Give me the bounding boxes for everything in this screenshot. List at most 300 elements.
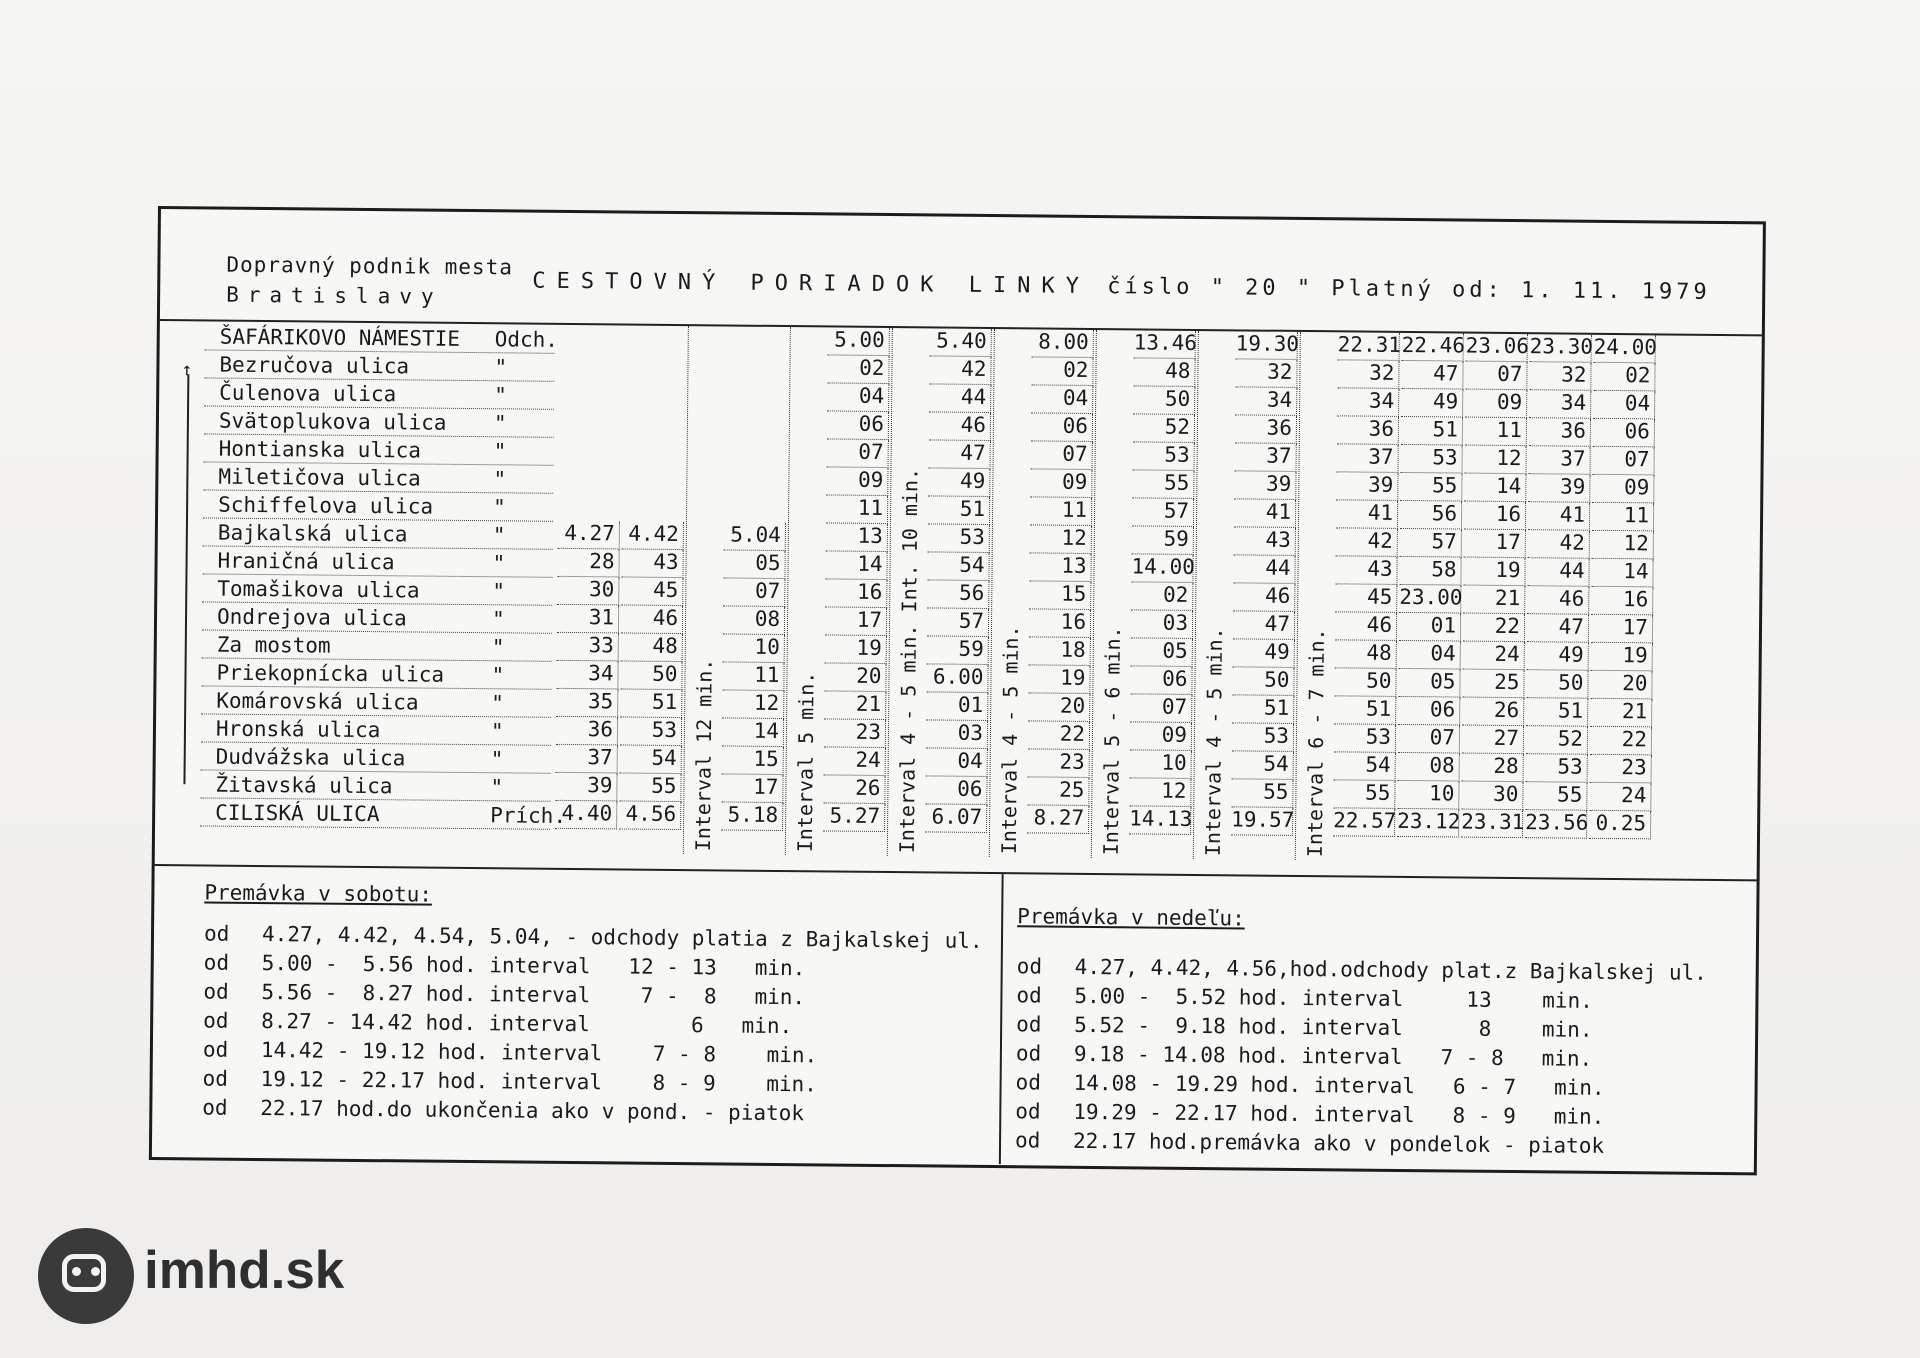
note-line: [1015, 1128, 1604, 1158]
departure-time: 17: [825, 607, 887, 636]
departure-time: 11: [722, 662, 784, 691]
note-od: od: [1016, 1012, 1042, 1037]
note-line: [204, 950, 806, 980]
stop-row: [202, 573, 552, 605]
stop-row: [204, 349, 554, 381]
stop-row: [204, 405, 554, 437]
departure-time: 4.27: [558, 521, 620, 550]
stop-mark: ": [493, 439, 507, 464]
stop-row: [200, 769, 550, 801]
departure-time: 48: [621, 633, 683, 662]
stop-name: Bajkalská ulica: [217, 520, 408, 547]
departure-time: 55: [1231, 779, 1293, 808]
stop-mark: ": [491, 691, 505, 716]
timetable-frame: [149, 206, 1766, 1175]
note-text: 14.08 - 19.29 hod. interval 6 - 7 min.: [1073, 1070, 1605, 1100]
departure-time: 41: [1528, 502, 1590, 531]
departure-time: 24: [1589, 783, 1651, 812]
departure-time: 14: [1591, 559, 1653, 588]
departure-time: 23.12: [1397, 809, 1459, 838]
stop-name: Tomašikova ulica: [217, 576, 420, 603]
note-line: [204, 921, 983, 952]
departure-time: 51: [1232, 695, 1294, 724]
departure-time: 24.00: [1594, 335, 1656, 364]
departure-time: 05: [723, 550, 785, 579]
interval-label: Interval 5 min.: [792, 671, 819, 853]
stop-mark: ": [492, 523, 506, 548]
departure-time: 4.40: [555, 801, 617, 830]
note-od: od: [203, 921, 230, 946]
departure-time: 51: [928, 496, 990, 525]
departure-time: 07: [827, 439, 889, 468]
saturday-title: Premávka v sobotu:: [204, 880, 433, 907]
note-text: 5.00 - 5.56 hod. interval 12 - 13 min.: [261, 951, 806, 981]
interval-separator: [785, 327, 791, 855]
stop-name: Čulenova ulica: [219, 380, 397, 407]
departure-time: 46: [1233, 583, 1295, 612]
stop-row: [200, 797, 567, 829]
weekend-notes: [152, 864, 1757, 1174]
note-od: od: [202, 1095, 228, 1120]
stop-row: [203, 517, 553, 549]
stop-mark: ": [494, 355, 508, 380]
departure-time: 13: [826, 523, 888, 552]
departure-time: 49: [1527, 642, 1589, 671]
departure-time: 23.06: [1466, 334, 1528, 363]
stop-mark: ": [493, 411, 507, 436]
departure-time: 19: [1463, 558, 1525, 587]
departure-time: 07: [1031, 441, 1093, 470]
stop-mark: ": [491, 607, 505, 632]
departure-time: 49: [928, 468, 990, 497]
departure-time: 57: [927, 608, 989, 637]
departure-time: 53: [1232, 723, 1294, 752]
departure-time: 5.00: [828, 327, 890, 356]
departure-time: 14: [825, 551, 887, 580]
departure-time: 4.42: [622, 521, 684, 550]
note-line: [203, 979, 805, 1009]
note-od: od: [1016, 983, 1042, 1008]
departure-time: 20: [1028, 693, 1090, 722]
departure-time: 13: [1029, 553, 1091, 582]
departure-time: 02: [827, 355, 889, 384]
departure-time: 01: [1399, 613, 1461, 642]
stop-row: [202, 601, 552, 633]
stop-name: Žitavská ulica: [215, 772, 393, 799]
departure-time: 23.00: [1399, 585, 1461, 614]
departure-time: 0.25: [1589, 811, 1651, 840]
departure-time: 37: [1235, 443, 1297, 472]
note-text: 4.27, 4.42, 4.54, 5.04, - odchody platia z Bajkalskej ul.: [261, 922, 983, 953]
departure-time: 5.18: [721, 802, 783, 831]
stop-name: Hraničná ulica: [217, 548, 395, 575]
departure-grid: [200, 321, 1740, 881]
departure-time: 42: [1336, 528, 1398, 557]
departure-time: 12: [1592, 531, 1654, 560]
departure-time: 43: [1335, 556, 1397, 585]
stop-row: [203, 489, 553, 521]
departure-time: 51: [1334, 696, 1396, 725]
stop-name: Hronská ulica: [215, 716, 381, 743]
departure-time: 04: [1593, 391, 1655, 420]
bus-wheel-right: [91, 1267, 100, 1276]
note-text: 5.56 - 8.27 hod. interval 7 - 8 min.: [261, 980, 806, 1010]
departure-time: 44: [1527, 558, 1589, 587]
departure-time: 54: [620, 745, 682, 774]
departure-time: 43: [621, 549, 683, 578]
departure-time: 10: [1397, 781, 1459, 810]
interval-label: Interval 4 - 5 min.: [996, 625, 1024, 855]
departure-time: 46: [621, 605, 683, 634]
note-od: od: [1015, 1041, 1042, 1066]
departure-time: 34: [1235, 387, 1297, 416]
departure-time: 09: [1030, 469, 1092, 498]
departure-time: 11: [826, 495, 888, 524]
departure-time: 23: [1028, 749, 1090, 778]
departure-time: 53: [1526, 754, 1588, 783]
note-od: od: [1016, 954, 1043, 979]
stop-mark: ": [490, 775, 504, 800]
departure-time: 55: [1333, 780, 1395, 809]
departure-time: 54: [927, 552, 989, 581]
stop-name: Schiffelova ulica: [218, 492, 434, 519]
departure-time: 50: [1334, 668, 1396, 697]
stop-name: Hontianska ulica: [218, 436, 422, 463]
note-text: 4.27, 4.42, 4.56,hod.odchody plat.z Bajkalskej ul.: [1074, 954, 1707, 985]
note-text: 9.18 - 14.08 hod. interval 7 - 8 min.: [1073, 1041, 1593, 1071]
direction-arrow-line: [183, 374, 189, 784]
departure-time: 14.13: [1129, 806, 1191, 835]
note-text: 22.17 hod.premávka ako v pondelok - piatok: [1072, 1128, 1605, 1158]
departure-time: 57: [1132, 498, 1194, 527]
note-text: 8.27 - 14.42 hod. interval 6 min.: [261, 1009, 793, 1039]
departure-time: 14: [722, 718, 784, 747]
stop-row: [201, 657, 551, 689]
departure-time: 02: [1131, 582, 1193, 611]
departure-time: 07: [1465, 362, 1527, 391]
stop-mark: Odch.: [494, 327, 559, 352]
note-line: [203, 1066, 817, 1096]
note-od: od: [203, 950, 230, 975]
stop-row: [202, 545, 552, 577]
imhd-logo[interactable]: [38, 1228, 134, 1324]
note-od: od: [203, 1008, 229, 1033]
departure-time: 06: [1398, 697, 1460, 726]
departure-time: 43: [1234, 527, 1296, 556]
departure-time: 50: [1133, 386, 1195, 415]
departure-time: 07: [1398, 725, 1460, 754]
departure-time: 23.30: [1530, 334, 1592, 363]
departure-time: 15: [1029, 581, 1091, 610]
departure-time: 11: [1030, 497, 1092, 526]
departure-time: 12: [1030, 525, 1092, 554]
departure-time: 10: [1130, 750, 1192, 779]
interval-label: Interval 6 - 7 min.: [1302, 628, 1329, 858]
stop-mark: ": [491, 635, 505, 660]
note-text: 19.12 - 22.17 hod. interval 8 - 9 min.: [260, 1067, 818, 1097]
note-line: [1015, 1099, 1604, 1129]
note-text: 14.42 - 19.12 hod. interval 7 - 8 min.: [260, 1038, 818, 1068]
departure-time: 25: [1027, 777, 1089, 806]
departure-time: 35: [556, 689, 618, 718]
note-line: [203, 1037, 817, 1067]
departure-time: 37: [1336, 444, 1398, 473]
departure-time: 50: [1526, 670, 1588, 699]
company-line-2: Bratislavy: [226, 282, 443, 309]
departure-time: 25: [1462, 670, 1524, 699]
note-od: od: [202, 1066, 229, 1091]
stop-mark: ": [491, 663, 505, 688]
departure-time: 55: [1132, 470, 1194, 499]
departure-time: 30: [1461, 782, 1523, 811]
departure-time: 4.56: [619, 801, 681, 830]
departure-time: 34: [556, 661, 618, 690]
note-text: 5.00 - 5.52 hod. interval 13 min.: [1074, 983, 1593, 1013]
departure-time: 44: [1233, 555, 1295, 584]
departure-time: 21: [824, 691, 886, 720]
departure-time: 07: [723, 578, 785, 607]
departure-time: 48: [1335, 640, 1397, 669]
departure-time: 28: [557, 549, 619, 578]
note-line: [202, 1095, 804, 1125]
departure-time: 16: [1029, 609, 1091, 638]
departure-time: 41: [1336, 500, 1398, 529]
departure-time: 37: [1528, 446, 1590, 475]
direction-arrow-head: ↑: [181, 359, 193, 381]
departure-time: 09: [826, 467, 888, 496]
departure-time: 19: [1591, 643, 1653, 672]
departure-time: 06: [827, 411, 889, 440]
departure-time: 22.31: [1338, 332, 1400, 361]
departure-time: 04: [827, 383, 889, 412]
departure-time: 53: [1133, 442, 1195, 471]
departure-time: 5.27: [823, 803, 885, 832]
departure-time: 6.07: [925, 804, 987, 833]
departure-time: 55: [619, 773, 681, 802]
departure-time: 12: [1129, 778, 1191, 807]
departure-time: 19: [1028, 665, 1090, 694]
departure-time: 59: [1132, 526, 1194, 555]
note-line: [1017, 954, 1707, 985]
departure-time: 22: [1028, 721, 1090, 750]
stop-name: Za mostom: [216, 632, 331, 658]
interval-label: Interval 5 - 6 min.: [1098, 626, 1126, 856]
departure-time: 56: [1400, 501, 1462, 530]
stop-name: Bezručova ulica: [219, 352, 410, 379]
departure-time: 41: [1234, 499, 1296, 528]
departure-time: 51: [1526, 698, 1588, 727]
departure-time: 53: [1400, 445, 1462, 474]
stop-mark: ": [493, 495, 506, 520]
departure-time: 22.57: [1333, 808, 1395, 837]
departure-time: 10: [723, 634, 785, 663]
stop-row: [205, 321, 559, 353]
departure-time: 17: [1591, 615, 1653, 644]
departure-time: 47: [1527, 614, 1589, 643]
departure-time: 46: [1527, 586, 1589, 615]
stop-row: [201, 713, 551, 745]
departure-time: 05: [1398, 669, 1460, 698]
departure-time: 21: [1590, 699, 1652, 728]
departure-time: 33: [557, 633, 619, 662]
departure-time: 6.00: [926, 664, 988, 693]
departure-time: 08: [723, 606, 785, 635]
departure-time: 45: [621, 577, 683, 606]
departure-time: 54: [1232, 751, 1294, 780]
stop-name: Priekopnícka ulica: [216, 660, 445, 687]
departure-time: 36: [556, 717, 618, 746]
departure-time: 01: [926, 692, 988, 721]
departure-time: 34: [1529, 390, 1591, 419]
departure-time: 19.30: [1236, 331, 1298, 360]
departure-time: 53: [620, 717, 682, 746]
departure-time: 5.04: [724, 522, 786, 551]
departure-time: 26: [823, 775, 885, 804]
timetable-header: [160, 209, 1763, 336]
note-od: od: [1014, 1128, 1041, 1153]
note-od: od: [202, 1037, 229, 1062]
title-line-validity: číslo " 20 " Platný od: 1. 11. 1979: [1107, 274, 1711, 305]
departure-time: 02: [1593, 363, 1655, 392]
departure-time: 11: [1592, 503, 1654, 532]
departure-time: 39: [1336, 472, 1398, 501]
departure-time: 50: [1232, 667, 1294, 696]
departure-time: 06: [1130, 666, 1192, 695]
departure-time: 16: [1591, 587, 1653, 616]
departure-time: 09: [1592, 475, 1654, 504]
departure-time: 46: [929, 412, 991, 441]
departure-time: 57: [1400, 529, 1462, 558]
departure-time: 23.56: [1525, 810, 1587, 839]
stop-row: [201, 685, 551, 717]
departure-time: 36: [1235, 415, 1297, 444]
departure-time: 34: [1337, 388, 1399, 417]
departure-time: 23.31: [1461, 810, 1523, 839]
departure-time: 32: [1235, 359, 1297, 388]
stop-name: ŠAFÁRIKOVO NÁMESTIE: [219, 324, 461, 351]
departure-time: 17: [1464, 530, 1526, 559]
departure-time: 06: [1031, 413, 1093, 442]
departure-time: 02: [1031, 357, 1093, 386]
departure-time: 27: [1462, 726, 1524, 755]
departure-time: 06: [925, 776, 987, 805]
departure-time: 16: [825, 579, 887, 608]
departure-time: 51: [620, 689, 682, 718]
departure-time: 31: [557, 605, 619, 634]
departure-time: 55: [1400, 473, 1462, 502]
departure-time: 50: [620, 661, 682, 690]
interval-separator: [683, 326, 689, 854]
departure-time: 03: [926, 720, 988, 749]
departure-time: 52: [1133, 414, 1195, 443]
departure-time: 39: [1528, 474, 1590, 503]
note-line: [203, 1008, 792, 1038]
stop-name: Miletičova ulica: [218, 464, 421, 491]
stop-name: Ondrejova ulica: [216, 604, 407, 631]
interval-label: Interval 12 min.: [690, 658, 717, 852]
departure-time: 32: [1337, 360, 1399, 389]
note-line: [1016, 983, 1593, 1013]
departure-time: 32: [1529, 362, 1591, 391]
departure-time: 37: [556, 745, 618, 774]
note-text: 22.17 hod.do ukončenia ako v pond. - piatok: [260, 1096, 805, 1126]
departure-time: 51: [1401, 417, 1463, 446]
departure-time: 14: [1464, 474, 1526, 503]
departure-time: 05: [1131, 638, 1193, 667]
departure-time: 07: [1592, 447, 1654, 476]
company-name: [226, 250, 513, 313]
departure-time: 06: [1593, 419, 1655, 448]
company-line-1: Dopravný podnik mesta: [226, 252, 514, 280]
departure-time: 8.00: [1032, 329, 1094, 358]
stop-mark: Prích.: [490, 803, 567, 828]
departure-time: 20: [1590, 671, 1652, 700]
departure-time: 13.46: [1134, 330, 1196, 359]
note-line: [1016, 1070, 1605, 1100]
departure-time: 42: [929, 356, 991, 385]
note-line: [1016, 1012, 1593, 1042]
interval-label: Interval 4 - 5 min.: [1200, 627, 1228, 857]
departure-time: 19: [825, 635, 887, 664]
departure-time: 21: [1463, 586, 1525, 615]
departure-time: 36: [1529, 418, 1591, 447]
stop-name: Komárovská ulica: [216, 688, 419, 715]
note-text: 19.29 - 22.17 hod. interval 8 - 9 min.: [1073, 1099, 1605, 1129]
brand-name[interactable]: imhd.sk: [144, 1241, 345, 1300]
departure-time: 24: [824, 747, 886, 776]
departure-time: 24: [1463, 642, 1525, 671]
departure-time: 49: [1233, 639, 1295, 668]
departure-time: 28: [1462, 754, 1524, 783]
departure-time: 46: [1335, 612, 1397, 641]
departure-time: 15: [722, 746, 784, 775]
departure-time: 04: [1399, 641, 1461, 670]
departure-time: 56: [927, 580, 989, 609]
stop-row: [202, 629, 552, 661]
note-od: od: [1015, 1099, 1041, 1124]
departure-time: 11: [1465, 418, 1527, 447]
departure-time: 48: [1133, 358, 1195, 387]
departure-time: 47: [1401, 361, 1463, 390]
departure-time: 49: [1401, 389, 1463, 418]
departure-time: 44: [929, 384, 991, 413]
departure-time: 07: [1130, 694, 1192, 723]
departure-time: 54: [1334, 752, 1396, 781]
departure-time: 03: [1131, 610, 1193, 639]
departure-time: 39: [1234, 471, 1296, 500]
departure-time: 19.57: [1231, 807, 1293, 836]
departure-time: 5.40: [930, 328, 992, 357]
departure-time: 47: [1233, 611, 1295, 640]
stop-mark: ": [493, 467, 507, 492]
stop-name: Svätoplukova ulica: [218, 408, 447, 435]
departure-time: 30: [557, 577, 619, 606]
note-od: od: [203, 979, 229, 1004]
timetable-title: [532, 269, 1711, 305]
departure-time: 12: [722, 690, 784, 719]
note-line: [1016, 1041, 1593, 1071]
departure-time: 52: [1526, 726, 1588, 755]
departure-time: 47: [929, 440, 991, 469]
stop-name: CILISKÁ ULICA: [215, 800, 380, 827]
departure-time: 23: [1590, 755, 1652, 784]
departure-time: 09: [1130, 722, 1192, 751]
stop-mark: ": [490, 719, 504, 744]
departure-time: 18: [1029, 637, 1091, 666]
note-od: od: [1015, 1070, 1042, 1095]
stop-name: Dudvážska ulica: [215, 744, 406, 771]
departure-time: 55: [1525, 782, 1587, 811]
